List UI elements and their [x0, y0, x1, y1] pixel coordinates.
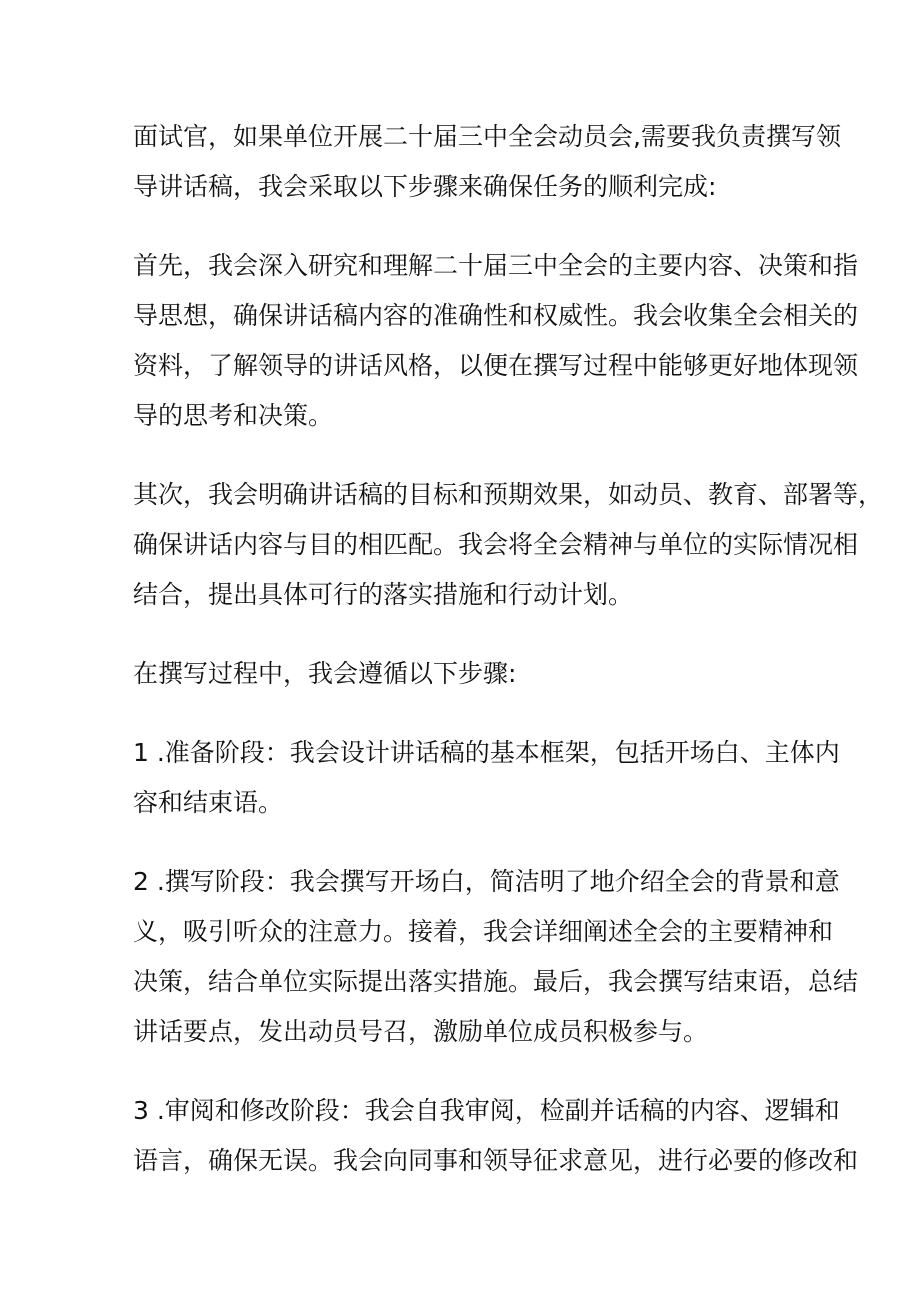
text-line: 在撰写过程中，我会遵循以下步骤:	[133, 659, 517, 688]
paragraph-step-2	[133, 857, 859, 1057]
paragraph-steps-intro	[133, 649, 803, 699]
paragraph-step-1	[133, 728, 840, 828]
text-line: 容和结束语。	[133, 788, 284, 817]
text-line: 结合，提出具体可行的落实措施和行动计划。	[133, 580, 634, 609]
text-line: 1 .准备阶段：我会设计讲话稿的基本框架，包括开场白、主体内	[133, 738, 840, 767]
text-line: 面试官，如果单位开展二十届三中全会动员会,需要我负责撰写领	[133, 122, 841, 151]
text-line: 确保讲话内容与目的相匹配。我会将全会精神与单位的实际情况相	[133, 530, 859, 559]
text-line: 导的思考和决策。	[133, 401, 334, 430]
text-line: 讲话要点，发出动员号召，激励单位成员积极参与。	[133, 1017, 709, 1046]
text-line: 义，吸引听众的注意力。接着，我会详细阐述全会的主要精神和	[133, 917, 834, 946]
paragraph-step-3	[133, 1086, 859, 1186]
text-line: 2 .撰写阶段：我会撰写开场白，简洁明了地介绍全会的背景和意	[133, 867, 840, 896]
text-line: 导思想，确保讲话稿内容的准确性和权威性。我会收集全会相关的	[133, 301, 859, 330]
text-line: 首先，我会深入研究和理解二十届三中全会的主要内容、决策和指	[133, 251, 859, 280]
text-line: 决策，结合单位实际提出落实措施。最后，我会撰写结束语，总结	[133, 967, 859, 996]
paragraph-second	[133, 470, 884, 620]
text-line: 其次，我会明确讲话稿的目标和预期效果，如动员、教育、部署等，	[133, 480, 884, 509]
text-line: 资料，了解领导的讲话风格，以便在撰写过程中能够更好地体现领	[133, 351, 859, 380]
text-line: 语言，确保无误。我会向同事和领导征求意见，进行必要的修改和	[133, 1146, 859, 1175]
paragraph-intro	[133, 112, 841, 212]
paragraph-first	[133, 241, 859, 441]
text-line: 3 .审阅和修改阶段：我会自我审阅，检副并话稿的内容、逻辑和	[133, 1096, 840, 1125]
text-line: 导讲话稿，我会采取以下步骤来确保任务的顺利完成:	[133, 172, 717, 201]
document-body	[133, 112, 884, 1215]
